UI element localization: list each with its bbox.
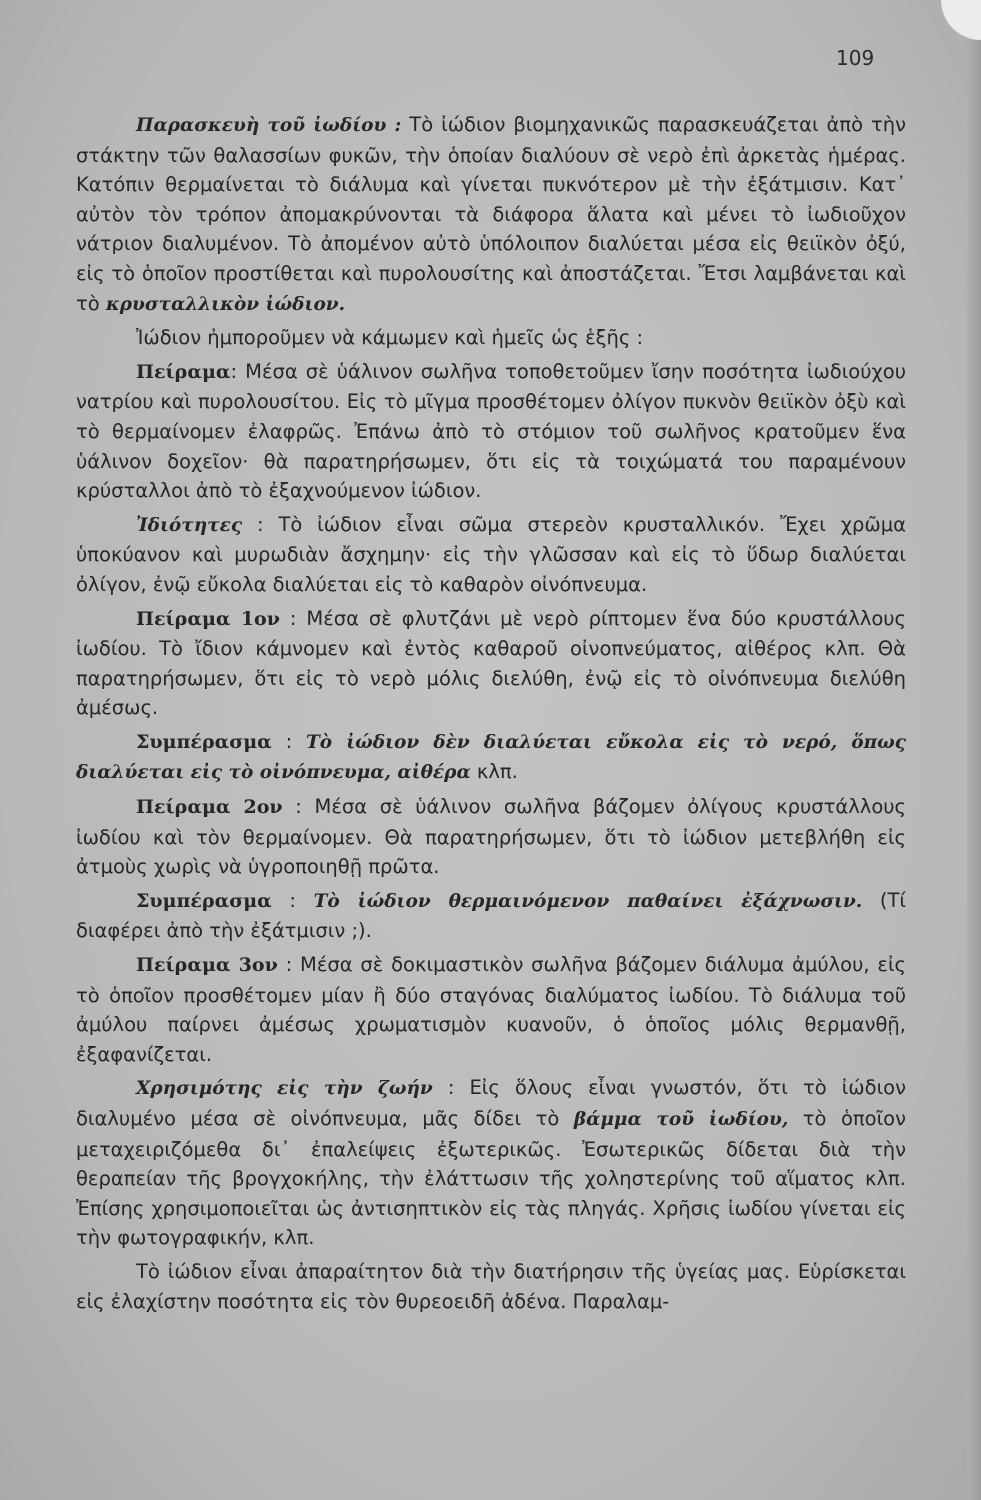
paragraph <box>76 950 906 1069</box>
paragraph <box>76 110 906 319</box>
paragraph-text: Ἰώδιον ἠμποροῦμεν νὰ κάμωμεν καὶ ἡμεῖς ὡς ἑξῆς : <box>136 326 644 350</box>
emphasis: Τὸ ἰώδιον δὲν διαλύεται εὔκολα εἰς τὸ νερό, ὅπως διαλύεται εἰς τὸ οἰνόπνευμα, αἰθέρα <box>76 731 907 784</box>
heading-experiment: Πείραμα <box>136 360 231 383</box>
paragraph <box>76 886 906 946</box>
paragraph <box>76 357 906 506</box>
heading-usefulness: Χρησιμότης εἰς τὴν ζωήν <box>136 1078 433 1100</box>
heading-experiment-1: Πείραμα 1ον <box>136 607 280 630</box>
heading-conclusion-2: Συμπέρασμα <box>136 889 272 912</box>
heading-preparation: Παρασκευὴ τοῦ ἰωδίου : <box>136 115 402 136</box>
paragraph-tail: τὸ ὁποῖον μεταχειριζόμεθα δι᾽ ἐπαλείψεις ἐξωτερικῶς. Ἐσωτερικῶς δίδεται διὰ τὴν θεραπείαν τῆς βρογχοκήλης, τὴν ἐλάττωσιν τῆς χοληστερίνης τοῦ αἵματος κλπ. Ἐπίσης χρησιμοποιεῖται ὡς ἀντισηπτικὸν εἰς τὰς πληγάς. Χρῆσις ἰωδίου γίνεται εἰς τὴν φωτογραφικήν, κλπ. <box>76 1107 906 1250</box>
paragraph-tail: κλπ. <box>470 760 518 784</box>
paragraph-text: : Μέσα σὲ ὑάλινον σωλῆνα βάζομεν ὀλίγους κρυστάλλους ἰωδίου καὶ τὸν θερμαίνομεν. Θὰ παρατηρήσωμεν, ὅτι τὸ ἰώδιον μετεβλήθη εἰς ἀτμοὺς χωρὶς νὰ ὑγροποιηθῇ πρῶτα. <box>76 795 906 879</box>
paragraph-tail: (Τί διαφέρει ἀπὸ τὴν ἐξάτμισιν ;). <box>76 888 907 943</box>
heading-experiment-2: Πείραμα 2ον <box>136 796 283 819</box>
paragraph-text: : Μέσα σὲ ὑάλινον σωλῆνα τοποθετοῦμεν ἴσην ποσότητα ἰωδιούχου νατρίου καὶ πυρολουσίτου. Εἰς τὸ μῖγμα προσθέτομεν ὀλίγον πυκνὸν θειϊκὸν ὀξὺ καὶ τὸ θερμαίνομεν ἐλαφρῶς. Ἐπάνω ἀπὸ τὸ στόμιον τοῦ σωλῆνος κρατοῦμεν ἕνα ὑάλινον δοχεῖον· θὰ παρατηρήσωμεν, ὅτι εἰς τὰ τοιχώματά του παραμένουν κρύσταλλοι ἀπὸ τὸ ἐξαχνούμενον ἰώδιον. <box>76 359 906 503</box>
paragraph <box>76 510 906 600</box>
body-text <box>76 110 906 1316</box>
paragraph-text: : Εἰς ὅλους εἶναι γνωστόν, ὅτι τὸ ἰώδιον διαλυμένο μέσα σὲ οἰνόπνευμα, μᾶς δίδει τὸ <box>76 1076 906 1130</box>
paragraph-text: : Μέσα σὲ δοκιμαστικὸν σωλῆνα βάζομεν διάλυμα ἀμύλου, εἰς τὸ ὁποῖον προσθέτομεν μίαν ἢ δύο σταγόνας διαλύματος ἰωδίου. Τὸ διάλυμα τοῦ ἀμύλου παίρνει ἀμέσως χρωματισμὸν κυανοῦν, ὁ ὁποῖος μόλις θερμανθῇ, ἐξαφανίζεται. <box>76 953 906 1066</box>
paragraph <box>76 1073 906 1253</box>
paragraph <box>76 727 906 788</box>
heading-conclusion-1: Συμπέρασμα <box>136 730 272 753</box>
paragraph <box>76 604 906 723</box>
paragraph-text: : Μέσα σὲ φλυτζάνι μὲ νερὸ ρίπτομεν ἕνα δύο κρυστάλλους ἰωδίου. Τὸ ἴδιον κάμνομεν καὶ ἐντὸς καθαροῦ οἰνοπνεύματος, αἰθέρος κλπ. Θὰ παρατηρήσωμεν, ὅτι εἰς τὸ νερὸ μόλις διελύθη, ἐνῷ εἰς τὸ οἰνόπνευμα διελύθη ἀμέσως. <box>76 606 906 720</box>
paragraph-text: Τὸ ἰώδιον βιομηχανικῶς παρασκευάζεται ἀπὸ τὴν στάκτην τῶν θαλασσίων φυκῶν, τὴν ὁποίαν διαλύουν σὲ νερὸ ἐπὶ ἀρκετὰς ἡμέρας. Κατόπιν θερμαίνεται τὸ διάλυμα καὶ γίνεται πυκνότερον μὲ τὴν ἐξάτμισιν. Κατ᾽ αὐτὸν τὸν τρόπον ἀπομακρύνονται τὰ διάφορα ἅλατα καὶ μένει τὸ ἰωδιοῦχον νάτριον διαλυμένον. Τὸ ἀπομένον αὐτὸ ὑπόλοιπον διαλύεται μέσα εἰς θειϊκὸν ὀξύ, εἰς τὸ ὁποῖον προστίθεται καὶ πυρολουσίτης καὶ ἀποστάζεται. Ἔτσι λαμβάνεται καὶ τὸ <box>76 113 906 315</box>
heading-experiment-3: Πείραμα 3ον <box>136 954 278 977</box>
paragraph <box>76 323 906 353</box>
emphasis: Τὸ ἰώδιον θερμαινόμενον παθαίνει ἐξάχνωσιν. <box>313 890 863 912</box>
paragraph <box>76 1257 906 1316</box>
heading-properties: Ἰδιότητες <box>136 514 243 536</box>
paragraph <box>76 792 906 882</box>
emphasis: κρυσταλλικὸν ἰώδιον. <box>105 293 346 315</box>
paragraph-text: : <box>271 888 314 912</box>
paragraph-text: : Τὸ ἰώδιον εἶναι σῶμα στερεὸν κρυσταλλικόν. Ἔχει χρῶμα ὑποκύανον καὶ μυρωδιὰν ἄσχημην· εἰς τὴν γλῶσσαν καὶ εἰς τὸ ὕδωρ διαλύεται ὀλίγον, ἐνῷ εὔκολα διαλύεται εἰς τὸ καθαρὸν οἰνόπνευμα. <box>76 512 906 596</box>
page-number: 109 <box>836 46 875 70</box>
paragraph-text: Τὸ ἰώδιον εἶναι ἀπαραίτητον διὰ τὴν διατήρησιν τῆς ὑγείας μας. Εὑρίσκεται εἰς ἐλαχίστην ποσότητα εἰς τὸν θυρεοειδῆ ἀδένα. Παραλαμ- <box>76 1259 906 1313</box>
page-edge <box>967 40 981 1500</box>
page-corner <box>941 0 981 40</box>
emphasis: βάμμα τοῦ ἰωδίου, <box>573 1109 789 1130</box>
paragraph-text: : <box>271 729 307 753</box>
